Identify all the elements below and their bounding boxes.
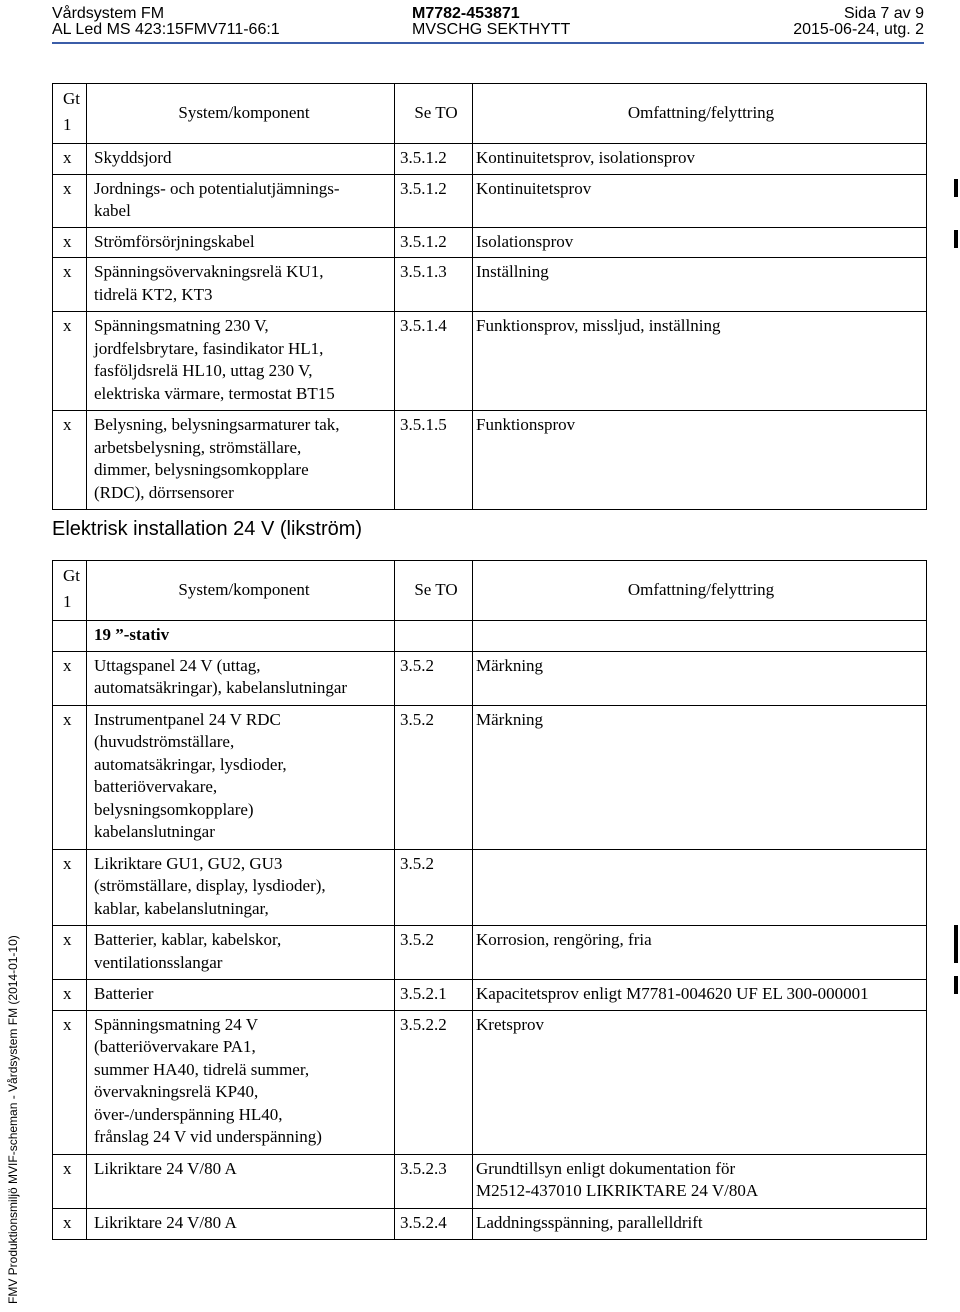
cell-system: Jordnings- och potentialutjämnings- kabel [87,174,395,227]
table-row [53,174,927,227]
cell-se-to: 3.5.2 [395,651,473,705]
change-bar [954,230,958,248]
header-system-name: Vårdsystem FM [52,5,165,22]
cell-omfattning: Laddningsspänning, parallelldrift [473,1208,927,1240]
cell-gt: x [53,980,87,1011]
cell-gt: x [53,1208,87,1240]
cell-gt: x [53,174,87,227]
cell-system: Likriktare 24 V/80 A [87,1154,395,1208]
table-row [53,411,927,510]
cell-gt: x [53,705,87,849]
cell-se-to: 3.5.2.4 [395,1208,473,1240]
header-date-edition: 2015-06-24, utg. 2 [793,21,924,38]
header-gt: Gt 1 [53,561,87,621]
cell-gt: x [53,312,87,411]
cell-omfattning: Isolationsprov [473,227,927,258]
cell-gt: x [53,926,87,980]
table-row [53,227,927,258]
cell-system: Instrumentpanel 24 V RDC (huvudströmställare, automatsäkringar, lysdioder, batteriövervakare, belysningsomkopplare) kabelanslutningar [87,705,395,849]
header-se-to: Se TO [395,84,473,144]
cell-gt: x [53,227,87,258]
table-header-row [53,561,927,621]
inspection-table-230v [52,83,927,510]
cell-omfattning: Grundtillsyn enligt dokumentation för M2512-437010 LIKRIKTARE 24 V/80A [473,1154,927,1208]
cell-gt: x [53,849,87,926]
cell-se-to: 3.5.1.2 [395,227,473,258]
cell-omfattning: Korrosion, rengöring, fria [473,926,927,980]
cell-gt: x [53,411,87,510]
cell-omfattning: Kontinuitetsprov, isolationsprov [473,144,927,175]
cell-gt: x [53,1010,87,1154]
header-omfattning: Omfattning/felyttring [473,561,927,621]
cell-gt: x [53,258,87,312]
section-title: Elektrisk installation 24 V (likström) [52,518,363,540]
cell-gt: x [53,651,87,705]
table-row [53,258,927,312]
side-footer-text: FMV Produktionsmiljö MVIF-scheman - Vårdsystem FM (2014-01-10) [6,935,20,1304]
table-row [53,651,927,705]
cell-se-to: 3.5.1.5 [395,411,473,510]
cell-system: Likriktare GU1, GU2, GU3 (strömställare, display, lysdioder), kablar, kabelanslutningar, [87,849,395,926]
cell-se-to: 3.5.1.2 [395,174,473,227]
cell-omfattning: Märkning [473,651,927,705]
table-row [53,1010,927,1154]
change-bar [954,179,958,197]
table-row [53,1154,927,1208]
header-object-name: MVSCHG SEKTHYTT [412,21,571,38]
cell-omfattning: Märkning [473,705,927,849]
cell-omfattning: Kapacitetsprov enligt M7781-004620 UF EL 300-000001 [473,980,927,1011]
table-header-row [53,84,927,144]
cell-system: Strömförsörjningskabel [87,227,395,258]
cell-omfattning [473,849,927,926]
cell-system: Uttagspanel 24 V (uttag, automatsäkringar), kabelanslutningar [87,651,395,705]
table-row [53,312,927,411]
cell-omfattning: Funktionsprov, missljud, inställning [473,312,927,411]
cell-system: Batterier, kablar, kabelskor, ventilationsslangar [87,926,395,980]
cell-system: Spänningsmatning 24 V (batteriövervakare PA1, summer HA40, tidrelä summer, övervakningsrelä KP40, över-/underspänning HL40, frånslag 24 V vid underspänning) [87,1010,395,1154]
table-row [53,144,927,175]
cell-se-to: 3.5.2.1 [395,980,473,1011]
header-system: System/komponent [87,561,395,621]
cell-se-to: 3.5.1.3 [395,258,473,312]
cell-omfattning: Kretsprov [473,1010,927,1154]
table-row [53,849,927,926]
cell-system: Belysning, belysningsarmaturer tak, arbetsbelysning, strömställare, dimmer, belysningsomkopplare (RDC), dörrsensorer [87,411,395,510]
change-bar [954,925,958,963]
header-omfattning: Omfattning/felyttring [473,84,927,144]
cell-se-to: 3.5.2.3 [395,1154,473,1208]
cell-se-to: 3.5.1.4 [395,312,473,411]
cell-system: Likriktare 24 V/80 A [87,1208,395,1240]
subheading-rack: 19 ”-stativ [87,621,395,652]
header-document-ref: AL Led MS 423:15FMV711-66:1 [52,21,280,38]
table-row [53,705,927,849]
header-gt: Gt 1 [53,84,87,144]
cell-omfattning: Inställning [473,258,927,312]
table-subheading-row [53,621,927,652]
cell-system: Skyddsjord [87,144,395,175]
cell-se-to: 3.5.2 [395,705,473,849]
header-se-to: Se TO [395,561,473,621]
table-row [53,980,927,1011]
cell-se-to: 3.5.1.2 [395,144,473,175]
inspection-table-24v [52,560,927,1240]
cell-omfattning: Funktionsprov [473,411,927,510]
cell-gt: x [53,144,87,175]
table-row [53,1208,927,1240]
table-row [53,926,927,980]
header-divider [52,42,924,44]
header-page-number: Sida 7 av 9 [843,5,924,22]
header-system: System/komponent [87,84,395,144]
cell-omfattning: Kontinuitetsprov [473,174,927,227]
cell-gt: x [53,1154,87,1208]
cell-system: Spänningsövervakningsrelä KU1, tidrelä KT2, KT3 [87,258,395,312]
cell-se-to: 3.5.2 [395,926,473,980]
change-bar [954,976,958,994]
cell-se-to: 3.5.2 [395,849,473,926]
header-drawing-number: M7782-453871 [412,5,520,22]
cell-se-to: 3.5.2.2 [395,1010,473,1154]
cell-system: Spänningsmatning 230 V, jordfelsbrytare, fasindikator HL1, fasföljdsrelä HL10, uttag 230 V, elektriska värmare, termostat BT15 [87,312,395,411]
cell-system: Batterier [87,980,395,1011]
